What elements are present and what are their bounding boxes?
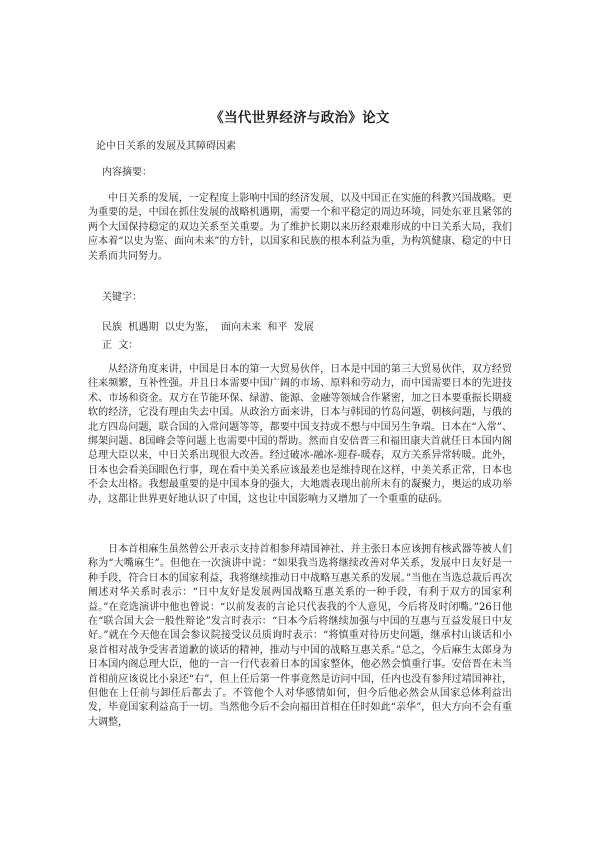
keywords-line: 民族 机遇期 以史为鉴， 面向未来 和平 发展 (102, 322, 314, 333)
body-paragraph-2: 日本首相麻生虽然曾公开表示支持首相参拜靖国神社、并主张日本应该拥有核武器等被人们称为“大嘴麻生”。但他在一次演讲中说：“如果我当选将继续改善对华关系，发展中日友好是一种手段，符合日本的国家利益，我将继续推动日中战略互惠关系的发展。”当他在当选总裁后再次阐述对华关系时表示：“日中友好是发展两国战略互惠关系的一种手段，有利于双方的国家利益。”在竞选演讲中他也曾说：“以前发表的言论只代表我的个人意见，今后将及时闭嘴。”26日他在“联合国大会一般性辩论”发言时表示：“日本今后将继续加强与中国的互惠与互益发展日中友好。”就在今天他在国会参议院接受议员质询时表示：“将慎重对待历史问题，继承村山谈话和小泉首相对战争受害者道歉的谈话的精神，推动与中国的战略互惠关系。”总之，今后麻生太郎身为日本国内阁总理大臣，他的一言一行代表着日本的国家整体，他必然会慎重行事。安倍晋在未当首相前应该说比小泉还“右”，但上任后第一件事竟然是访问中国，任内也没有参拜过靖国神社，但他在上任前与卸任后都去了。不管他个人对华感情如何，但今后他必然会从国家总体利益出发，毕竟国家利益高于一切。当然他今后不会向福田首相在任时如此“亲华”，但大方向不会有重大调整， (88, 544, 512, 728)
abstract-paragraph: 中日关系的发展，一定程度上影响中国的经济发展，以及中国正在实施的科教兴国战略。更为重要的是，中国在抓住发展的战略机遇期，需要一个和平稳定的周边环境，同处东亚且紧邻的两个大国保持稳定的双边关系至关重要。为了维护长期以来历经艰难形成的中日关系大局，我们应本着“以史为鉴、面向未来”的方针，以国家和民族的根本利益为重，为构筑健康、稳定的中日关系而共同努力。 (88, 193, 512, 262)
body-paragraph-1: 从经济角度来讲，中国是日本的第一大贸易伙伴，日本是中国的第三大贸易伙伴，双方经贸往来频繁，互补性强。并且日本需要中国广阔的市场、原料和劳动力，而中国需要日本的先进技术、市场和资金。双方在节能环保、绿游、能源、金融等领域合作紧密，加之日本要重振长期疲软的经济，它没有理由失去中国。从政治方面来讲，日本与韩国的竹岛问题，朝核问题，与俄的北方四岛问题，联合国的入常问题等等，都要中国支持或不想与中国另生争端。日本在“入常”、绑架问题、8国峰会等问题上也需要中国的帮助。然而自安倍晋三和福田康夫首就任日本国内阁总理大臣以来，中日关系出现很大改善。经过破冰-融冰-迎春-暖春，双方关系异常转暖。此外，日本也会看美国眼色行事，现在看中美关系应该最差也是维持现在这样，中美关系正常，日本也不会太出格。我想最重要的是中国本身的强大，大地震表现出前所未有的凝聚力，奥运的成功举办，这都让世界更好地认识了中国，这也让中国影响力又增加了一个重重的砝码。 (88, 364, 512, 505)
keywords-heading: 关键字： (102, 292, 142, 303)
document-subtitle: 论中日关系的发展及其障碍因素 (96, 141, 236, 152)
document-page (88, 0, 512, 850)
abstract-heading: 内容摘要： (102, 167, 152, 178)
document-title: 《当代世界经济与政治》论文 (210, 110, 390, 126)
body-heading: 正 文： (102, 340, 139, 351)
